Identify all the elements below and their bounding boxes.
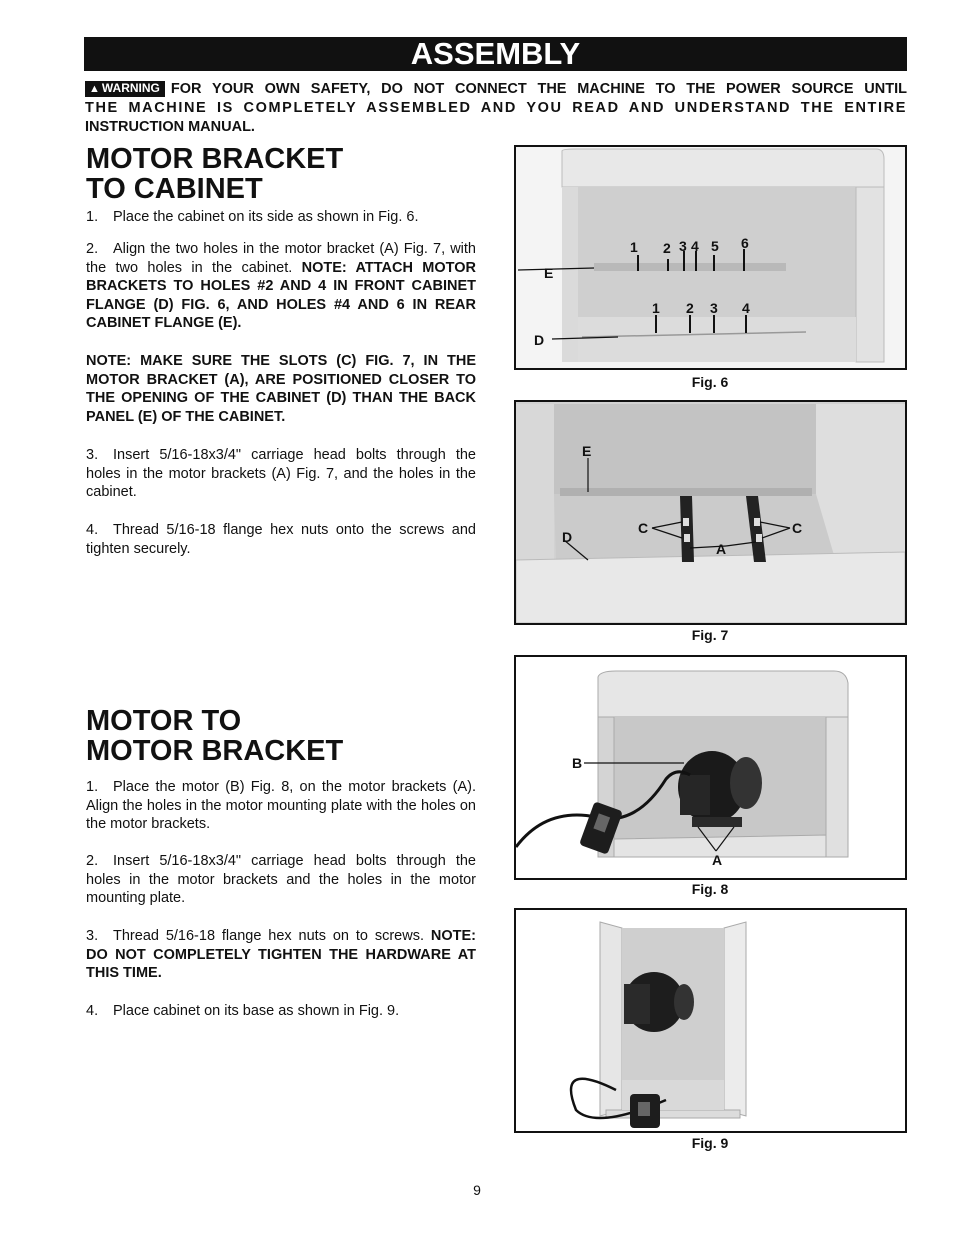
- fig6-rear-hole-1: 1: [630, 239, 638, 255]
- warning-line-1: FOR YOUR OWN SAFETY, DO NOT CONNECT THE MACHINE TO THE POWER SOURCE UNTIL: [170, 81, 907, 97]
- s1-step-3: 3. Insert 5/16-18x3/4" carriage head bolts through the holes in the motor brackets (A) Fig. 7, and the holes in the cabinet.: [86, 447, 476, 501]
- warning-line-2: THE MACHINE IS COMPLETELY ASSEMBLED AND YOU READ AND UNDERSTAND THE ENTIRE: [85, 100, 907, 116]
- fig6-rear-hole-5: 5: [711, 238, 719, 254]
- s2-step-1: 1. Place the motor (B) Fig. 8, on the motor brackets (A). Align the holes in the motor mounting plate with the holes on the motor brackets.: [86, 779, 476, 833]
- fig6-caption: Fig. 6: [691, 374, 729, 390]
- fig6-rear-hole-6: 6: [741, 235, 749, 251]
- fig7-caption: Fig. 7: [691, 627, 729, 643]
- fig9-caption: Fig. 9: [691, 1135, 729, 1151]
- figure-9-cabinet-on-base: [514, 908, 907, 1133]
- fig6-label-d: D: [534, 332, 545, 348]
- fig7-label-c-right: C: [792, 520, 803, 536]
- warning-line-3: INSTRUCTION MANUAL.: [85, 119, 255, 135]
- fig8-label-a: A: [712, 852, 723, 868]
- fig6-label-e: E: [544, 265, 554, 281]
- fig8-label-b: B: [572, 755, 583, 771]
- safety-warning: [85, 80, 907, 137]
- figure-7-motor-brackets-in-cabinet: [514, 400, 907, 625]
- warning-triangle-icon: ▲: [89, 83, 100, 95]
- warning-badge: ▲ WARNING: [85, 81, 165, 97]
- page-number: 9: [473, 1182, 481, 1198]
- fig6-front-hole-3: 3: [710, 300, 718, 316]
- s2-step-2: 2. Insert 5/16-18x3/4" carriage head bolts through the holes in the motor brackets and the holes in the motor mounting plate.: [86, 853, 476, 907]
- page-title: ASSEMBLY: [84, 37, 907, 71]
- s1-step-1: 1. Place the cabinet on its side as shown in Fig. 6.: [86, 209, 419, 225]
- s2-step-4: 4. Place cabinet on its base as shown in Fig. 9.: [86, 1003, 400, 1019]
- fig6-front-hole-1: 1: [652, 300, 660, 316]
- s2-step-3: 3. Thread 5/16-18 flange hex nuts on to screws. NOTE: DO NOT COMPLETELY TIGHTEN THE HARDWARE AT THIS TIME.: [86, 928, 476, 982]
- fig7-label-c-left: C: [638, 520, 649, 536]
- fig6-rear-hole-2: 2: [663, 240, 671, 256]
- s1-note: NOTE: MAKE SURE THE SLOTS (C) FIG. 7, IN THE MOTOR BRACKET (A), ARE POSITIONED CLOSER TO THE OPENING OF THE CABINET (D) THAN THE BACK PANEL (E) OF THE CABINET.: [86, 353, 476, 425]
- s1-step-4: 4. Thread 5/16-18 flange hex nuts onto the screws and tighten securely.: [86, 522, 476, 557]
- fig8-caption: Fig. 8: [691, 881, 729, 897]
- fig7-label-d: D: [562, 529, 573, 545]
- s1-step-2: 2. Align the two holes in the motor bracket (A) Fig. 7, with the two holes in the cabinet. NOTE: ATTACH MOTOR BRACKETS TO HOLES #2 AND 4 IN FRONT CABINET FLANGE (D) FIG. 6, AND HOLES #4 AND 6 IN REAR CABINET FLANGE (E).: [86, 241, 476, 332]
- figure-6-cabinet-on-side: [514, 145, 907, 370]
- fig6-front-hole-2: 2: [686, 300, 694, 316]
- fig6-rear-hole-3: 3: [679, 238, 687, 254]
- figure-8-motor-on-brackets: [514, 655, 907, 880]
- section-title-motor-to-motor-bracket: MOTOR TO MOTOR BRACKET: [86, 705, 344, 767]
- section-title-motor-bracket-to-cabinet: MOTOR BRACKET TO CABINET: [86, 143, 344, 205]
- fig6-rear-hole-4: 4: [691, 238, 699, 254]
- fig7-label-a: A: [716, 541, 727, 557]
- fig7-label-e: E: [582, 443, 592, 459]
- fig6-front-hole-4: 4: [742, 300, 750, 316]
